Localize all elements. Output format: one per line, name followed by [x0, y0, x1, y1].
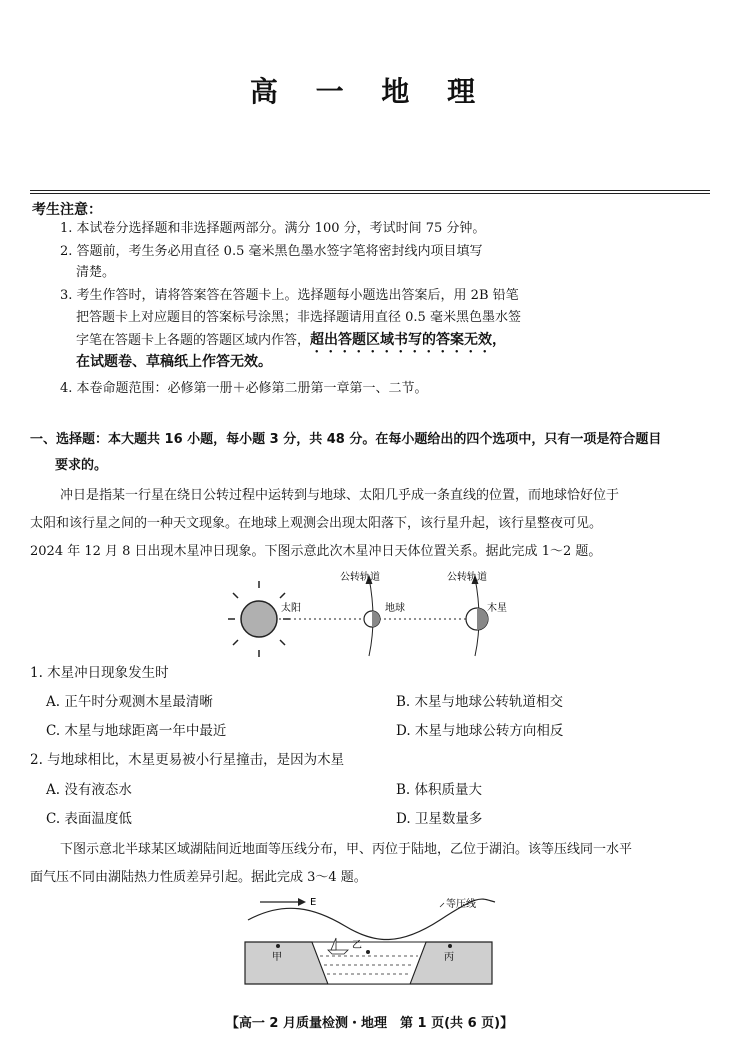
point-jia [276, 944, 280, 948]
isobar-leader [440, 903, 444, 907]
question-1-option-b: B. 木星与地球公转轨道相交 [396, 694, 564, 710]
earth-orbit-label: 公转轨道 [340, 572, 380, 583]
notice-item-1: 1. 本试卷分选择题和非选择题两部分。满分 100 分，考试时间 75 分钟。 [60, 221, 486, 236]
notice-item-3-line-2: 把答题卡上对应题目的答案标号涂黑；非选择题请用直径 0.5 毫米黑色墨水签 [76, 310, 521, 325]
notice-item-2-line-2: 清楚。 [76, 265, 116, 280]
question-2-stem: 2. 与地球相比，木星更易被小行星撞击，是因为木星 [30, 752, 345, 768]
notice-heading: 考生注意： [32, 202, 102, 218]
sun-label: 太阳 [281, 603, 301, 614]
passage-1-line-3: 2024 年 12 月 8 日出现木星冲日现象。下图示意此次木星冲日天体位置关系。据此完成 1～2 题。 [30, 544, 602, 559]
question-2-option-b: B. 体积质量大 [396, 782, 483, 798]
notice-item-3-line-3-emphasis: 超出答题区域书写的答案无效， [310, 332, 507, 348]
earth-label: 地球 [385, 603, 405, 614]
east-label: E [310, 897, 317, 908]
passage-1-line-1: 冲日是指某一行星在绕日公转过程中运转到与地球、太阳几乎成一条直线的位置，而地球恰好位于 [60, 488, 620, 503]
page-footer: 【高一 2 月质量检测・地理 第 1 页(共 6 页)】 [225, 1016, 514, 1031]
passage-2-line-1: 下图示意北半球某区域湖陆间近地面等压线分布，甲、丙位于陆地，乙位于湖泊。该等压线同一水平 [60, 842, 633, 857]
question-2-option-c: C. 表面温度低 [46, 811, 132, 827]
notice-item-4: 4. 本卷命题范围：必修第一册＋必修第二册第一章第一、二节。 [60, 381, 428, 396]
question-1-stem: 1. 木星冲日现象发生时 [30, 665, 169, 681]
section-heading-line-2: 要求的。 [55, 458, 108, 473]
question-2-option-a: A. 没有液态水 [46, 782, 132, 798]
sun-circle [241, 601, 277, 637]
question-1-option-c: C. 木星与地球距离一年中最近 [46, 723, 227, 739]
notice-item-3-line-1: 3. 考生作答时，请将答案答在答题卡上。选择题每小题选出答案后，用 2B 铅笔 [60, 288, 519, 303]
isobar-label: 等压线 [446, 899, 476, 910]
jupiter-label: 木星 [487, 603, 507, 614]
header-rule-bottom [30, 193, 710, 194]
passage-2-line-2: 面气压不同由湖陆热力性质差异引起。据此完成 3～4 题。 [30, 870, 367, 885]
jia-label: 甲 [272, 952, 282, 963]
header-rule-top [30, 190, 710, 191]
yi-label: 乙 [352, 940, 362, 951]
section-heading-line-1: 一、选择题：本大题共 16 小题，每小题 3 分，共 48 分。在每小题给出的四个选项中，只有一项是符合题目 [30, 432, 662, 447]
figure-jupiter-opposition [225, 566, 515, 658]
passage-1-line-2: 太阳和该行星之间的一种天文现象。在地球上观测会出现太阳落下，该行星升起，该行星整夜可见。 [30, 516, 603, 531]
figure-lake-isobar [240, 890, 500, 990]
lake-basin [312, 942, 426, 984]
question-2-option-d: D. 卫星数量多 [396, 811, 483, 827]
question-1-option-d: D. 木星与地球公转方向相反 [396, 723, 564, 739]
east-arrow-head [298, 898, 306, 906]
boat-hull [328, 950, 348, 954]
point-yi [366, 950, 370, 954]
page-title: 高 一 地 理 [249, 75, 490, 108]
notice-item-2-line-1: 2. 答题前，考生务必用直径 0.5 毫米黑色墨水签字笔将密封线内项目填写 [60, 244, 483, 259]
question-1-option-a: A. 正午时分观测木星最清晰 [46, 694, 213, 710]
earth-shadow [372, 611, 380, 627]
bing-label: 丙 [444, 952, 454, 963]
point-bing [448, 944, 452, 948]
notice-item-3-line-3-plain: 字笔在答题卡上各题的答题区域内作答， [76, 333, 311, 348]
jupiter-orbit-label: 公转轨道 [447, 572, 487, 583]
notice-item-3-line-4-emphasis: 在试题卷、草稿纸上作答无效。 [76, 354, 272, 370]
